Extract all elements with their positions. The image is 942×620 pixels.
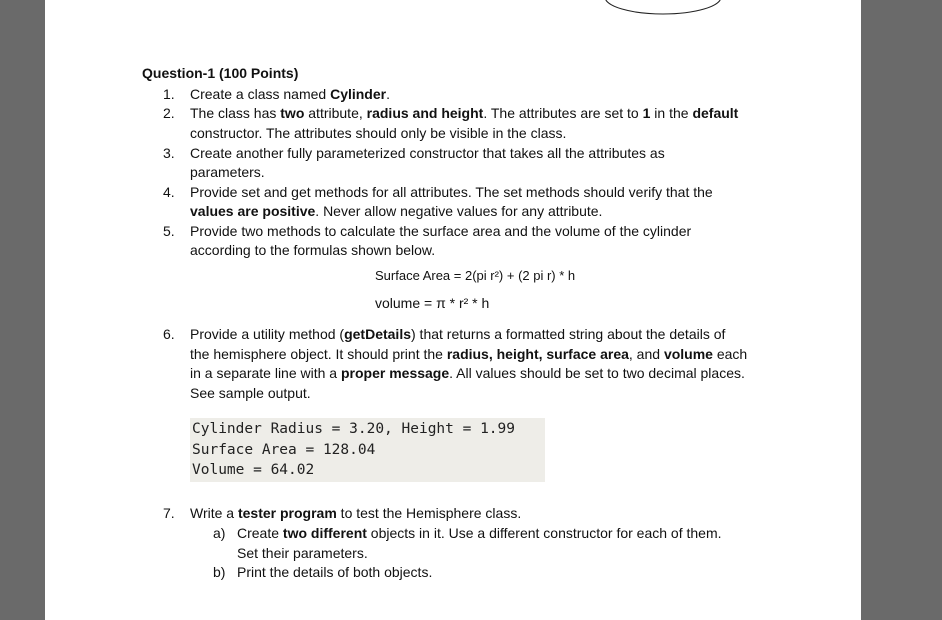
text: in a separate line with a bbox=[190, 365, 341, 381]
sample-output-line: Cylinder Radius = 3.20, Height = 1.99 bbox=[192, 421, 516, 437]
sample-output-line: Volume = 64.02 bbox=[192, 462, 315, 478]
list-item-text bbox=[190, 345, 747, 365]
text: See sample output. bbox=[190, 384, 311, 401]
list-item-text bbox=[190, 163, 265, 183]
text: . bbox=[386, 86, 390, 102]
bold-text: Cylinder bbox=[330, 86, 387, 102]
text: each bbox=[712, 345, 748, 362]
volume-formula: volume = π * r² * h bbox=[375, 295, 490, 311]
bold-text: values are positive bbox=[190, 203, 316, 219]
text: Create a class named bbox=[190, 86, 331, 102]
text: . Never allow negative values for any attribute. bbox=[315, 203, 603, 219]
list-item-text bbox=[190, 183, 713, 203]
text: constructor. The attributes should only be visible in the class. bbox=[190, 125, 567, 141]
bold-text: proper message bbox=[340, 365, 450, 381]
list-item-text bbox=[190, 364, 745, 384]
text: Provide a utility method ( bbox=[190, 326, 345, 342]
list-item-text bbox=[190, 85, 390, 105]
text: objects in it. Use a different constructor for each of them. bbox=[366, 525, 722, 541]
text: parameters. bbox=[190, 164, 265, 180]
sub-item-label: b) bbox=[213, 564, 226, 581]
sub-item-text bbox=[237, 563, 432, 583]
list-number: 5. bbox=[163, 223, 175, 239]
sample-output-box bbox=[190, 418, 545, 482]
list-item-text bbox=[190, 384, 311, 404]
text: , and bbox=[628, 345, 664, 362]
text: Create another fully parameterized constructor that takes all the attributes as bbox=[190, 145, 665, 161]
list-item-text bbox=[190, 104, 738, 124]
text: in the bbox=[650, 105, 693, 121]
list-item-text bbox=[190, 504, 521, 524]
sample-output-line: Surface Area = 128.04 bbox=[192, 441, 376, 458]
bold-text: two bbox=[280, 105, 305, 121]
list-number: 3. bbox=[163, 145, 175, 161]
list-item-text bbox=[190, 325, 725, 345]
bold-text: default bbox=[692, 105, 739, 121]
list-item-text bbox=[190, 241, 435, 261]
text: . The attributes are set to bbox=[483, 105, 643, 121]
bold-text: tester program bbox=[237, 505, 337, 521]
bold-text: getDetails bbox=[344, 326, 411, 342]
question-title: Question-1 (100 Points) bbox=[142, 65, 299, 81]
bold-text: two different bbox=[282, 525, 367, 541]
text: according to the formulas shown below. bbox=[190, 242, 436, 258]
text: The class has bbox=[190, 105, 281, 121]
text: to test the Hemisphere class. bbox=[336, 505, 522, 521]
bold-text: 1 bbox=[642, 105, 651, 121]
bold-text: volume bbox=[663, 345, 713, 362]
text: the hemisphere object. It should print the bbox=[190, 345, 447, 362]
text: Create bbox=[237, 525, 283, 541]
document-page bbox=[45, 0, 861, 620]
text: Print the details of both objects. bbox=[237, 564, 433, 581]
sub-item-label: a) bbox=[213, 525, 226, 541]
list-item-text bbox=[190, 202, 602, 222]
list-number: 2. bbox=[163, 105, 175, 121]
bold-text: radius, height, surface area bbox=[446, 345, 629, 362]
sub-item-text bbox=[237, 524, 722, 544]
cylinder-figure bbox=[603, 0, 723, 16]
list-number: 6. bbox=[163, 326, 175, 342]
list-number: 1. bbox=[163, 86, 175, 102]
text: ) that returns a formatted string about the details of bbox=[411, 326, 726, 342]
sub-item-text bbox=[237, 544, 368, 564]
text: . All values should be set to two decimal places. bbox=[449, 365, 745, 381]
text: Provide two methods to calculate the surface area and the volume of the cylinder bbox=[190, 223, 692, 239]
text: Write a bbox=[190, 505, 238, 521]
text: attribute, bbox=[304, 105, 367, 121]
bold-text: radius and height bbox=[366, 105, 484, 121]
list-item-text bbox=[190, 124, 566, 144]
surface-area-formula: Surface Area = 2(pi r²) + (2 pi r) * h bbox=[375, 268, 576, 283]
list-number: 7. bbox=[163, 505, 175, 521]
list-number: 4. bbox=[163, 184, 175, 200]
list-item-text bbox=[190, 144, 665, 164]
text: Set their parameters. bbox=[237, 544, 368, 561]
list-item-text bbox=[190, 222, 691, 242]
text: Provide set and get methods for all attributes. The set methods should verify that the bbox=[190, 184, 713, 200]
